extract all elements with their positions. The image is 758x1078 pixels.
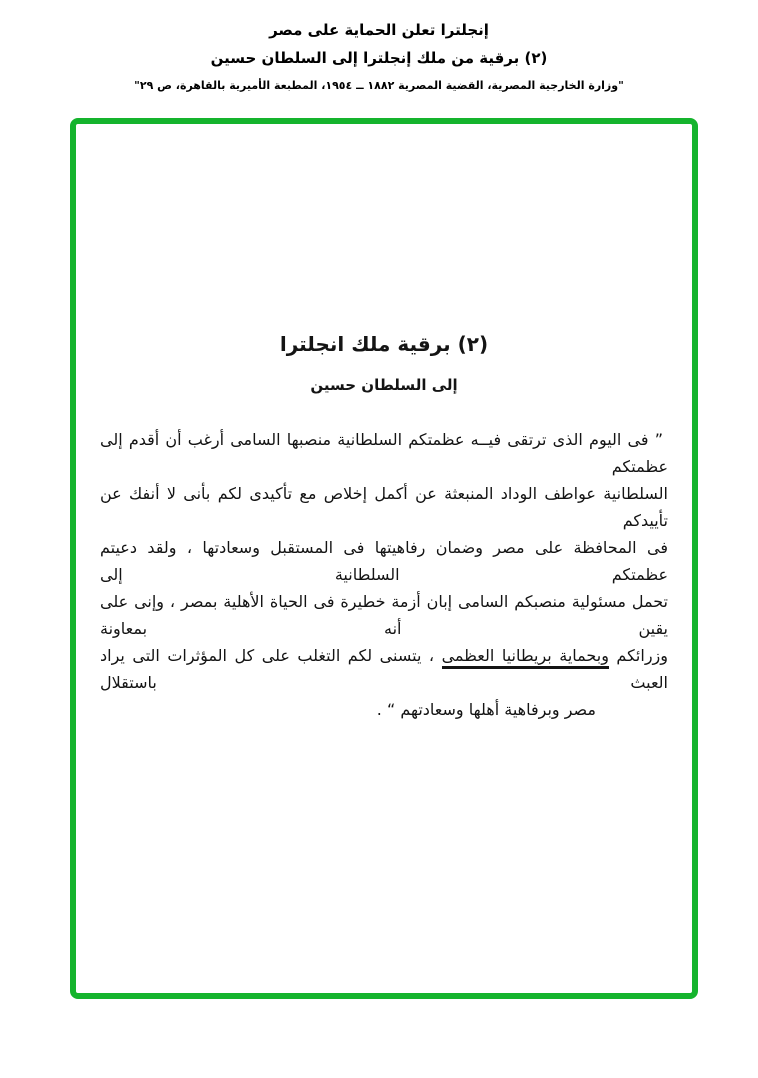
header-citation: "وزارة الخارجية المصرية، القضية المصرية ١٨٨٢ ــ ١٩٥٤، المطبعة الأميرية بالقاهرة، ص ٢٩": [134, 79, 624, 92]
body-line-6: مصر وبرفاهية أهلها وسعادتهم “ .: [376, 700, 596, 719]
header-title: إنجلترا تعلن الحماية على مصر: [269, 21, 489, 39]
body-line-2: السلطانية عواطف الوداد المنبعثة عن أكمل إخلاص مع تأكيدى لكم بأنى لا أنفك عن تأييدكم: [100, 484, 668, 530]
body-line-1: ” فى اليوم الذى ترتقى فيــه عظمتكم السلطانية منصبها السامى أرغب أن أقدم إلى عظمتكم: [100, 430, 668, 476]
body-line-5: [100, 642, 668, 696]
body-line-5-pre: وزرائكم: [608, 646, 668, 665]
document-title: (٢) برقية ملك انجلترا: [279, 332, 489, 356]
underlined-phrase: وبحماية بريطانيا العظمى: [442, 646, 609, 669]
header-subtitle: (٢) برقية من ملك إنجلترا إلى السلطان حسين: [210, 49, 548, 67]
body-line-3: فى المحافظة على مصر وضمان رفاهيتها فى المستقبل وسعادتها ، ولقد دعيتم عظمتكم السلطانية إلى: [100, 538, 668, 584]
body-line-5-post: ، يتسنى لكم التغلب على كل المؤثرات التى يراد العبث باستقلال: [100, 646, 668, 692]
document-subtitle: إلى السلطان حسين: [310, 376, 458, 394]
page-header: [0, 0, 758, 92]
document-frame: [70, 118, 698, 999]
telegram-text: [100, 426, 668, 723]
body-line-4: تحمل مسئولية منصبكم السامى إبان أزمة خطيرة فى الحياة الأهلية بمصر ، وإنى على يقين أنه بمعاونة: [100, 592, 668, 638]
